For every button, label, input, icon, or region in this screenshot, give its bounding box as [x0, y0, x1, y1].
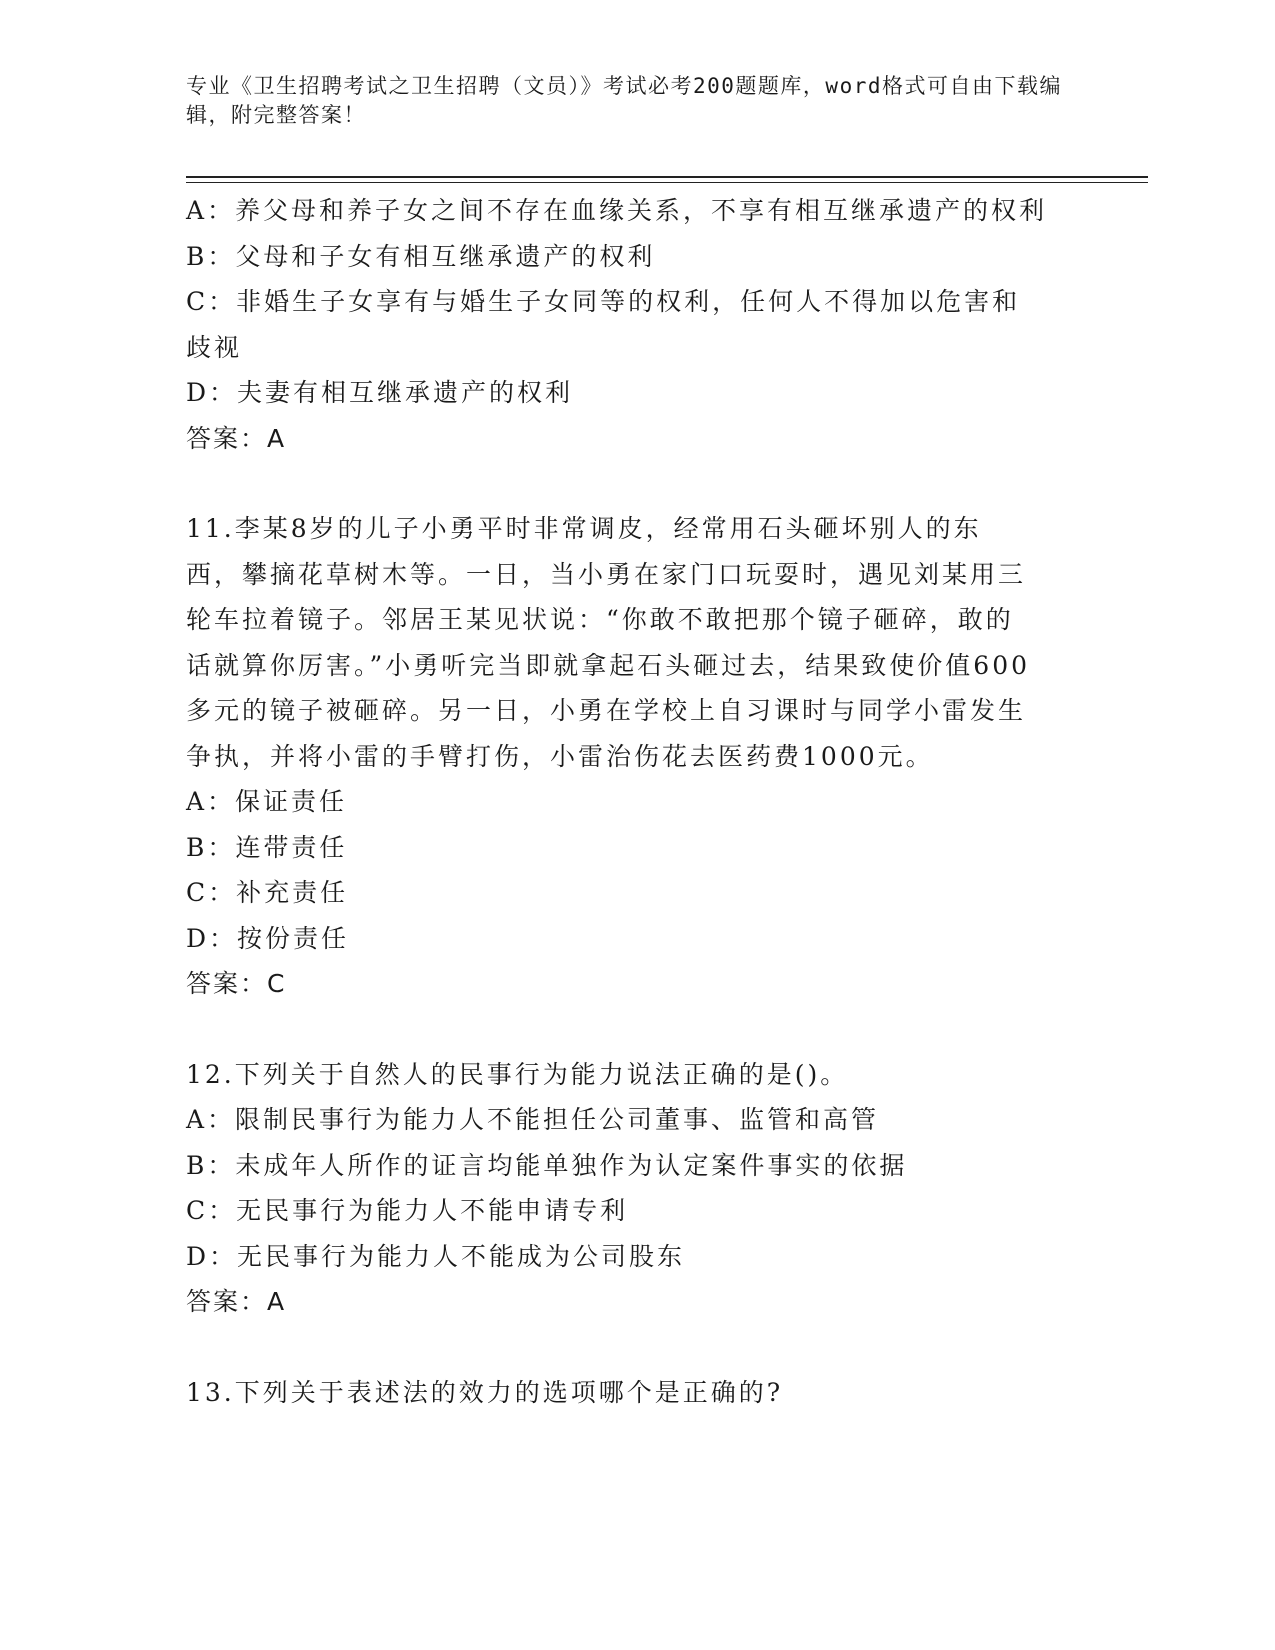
question-13 — [186, 1370, 1086, 1416]
document-header: 专业《卫生招聘考试之卫生招聘（文员）》考试必考200题题库，word格式可自由下载编辑，附完整答案！ — [186, 74, 1062, 127]
spacer — [186, 1007, 1086, 1052]
option-c: C：非婚生子女享有与婚生子女同等的权利，任何人不得加以危害和歧视 — [186, 287, 1021, 362]
option-a: A：养父母和养子女之间不存在血缘关系，不享有相互继承遗产的权利 — [186, 196, 1048, 225]
spacer — [186, 1325, 1086, 1370]
option-b: B：连带责任 — [186, 832, 348, 862]
option-b: B：父母和子女有相互继承遗产的权利 — [186, 241, 656, 271]
option-a: A：保证责任 — [186, 787, 348, 816]
option-c: C：无民事行为能力人不能申请专利 — [186, 1196, 629, 1225]
option-d: D：按份责任 — [186, 923, 350, 953]
option-d: D：夫妻有相互继承遗产的权利 — [186, 378, 574, 407]
option-d: D：无民事行为能力人不能成为公司股东 — [186, 1241, 686, 1271]
header-divider-thin — [186, 182, 1148, 183]
option-b: B：未成年人所作的证言均能单独作为认定案件事实的依据 — [186, 1150, 908, 1180]
question-stem: 11.李某8岁的儿子小勇平时非常调皮，经常用石头砸坏别人的东西，攀摘花草树木等。一日，当小勇在家门口玩耍时，遇见刘某用三轮车拉着镜子。邻居王某见状说：“你敢不敢把那个镜子砸碎，敢的话就算你厉害。”小勇听完当即就拿起石头砸过去，结果致使价值600多元的镜子被砸碎。另一日，小勇在学校上自习课时与同学小雷发生争执，并将小雷的手臂打伤，小雷治伤花去医药费1000元。 — [186, 514, 1031, 771]
header-divider-thick — [186, 176, 1148, 178]
answer: 答案：A — [186, 1287, 287, 1316]
spacer — [186, 461, 1086, 506]
question-stem: 12.下列关于自然人的民事行为能力说法正确的是()。 — [186, 1059, 849, 1089]
question-content — [186, 188, 1086, 1415]
answer: 答案：A — [186, 423, 287, 453]
option-c: C：补充责任 — [186, 878, 349, 907]
question-10 — [186, 188, 1086, 461]
question-stem: 13.下列关于表述法的效力的选项哪个是正确的? — [186, 1377, 784, 1407]
question-12 — [186, 1052, 1086, 1325]
option-a: A：限制民事行为能力人不能担任公司董事、监管和高管 — [186, 1105, 880, 1134]
question-11 — [186, 506, 1086, 1007]
answer: 答案：C — [186, 969, 287, 998]
